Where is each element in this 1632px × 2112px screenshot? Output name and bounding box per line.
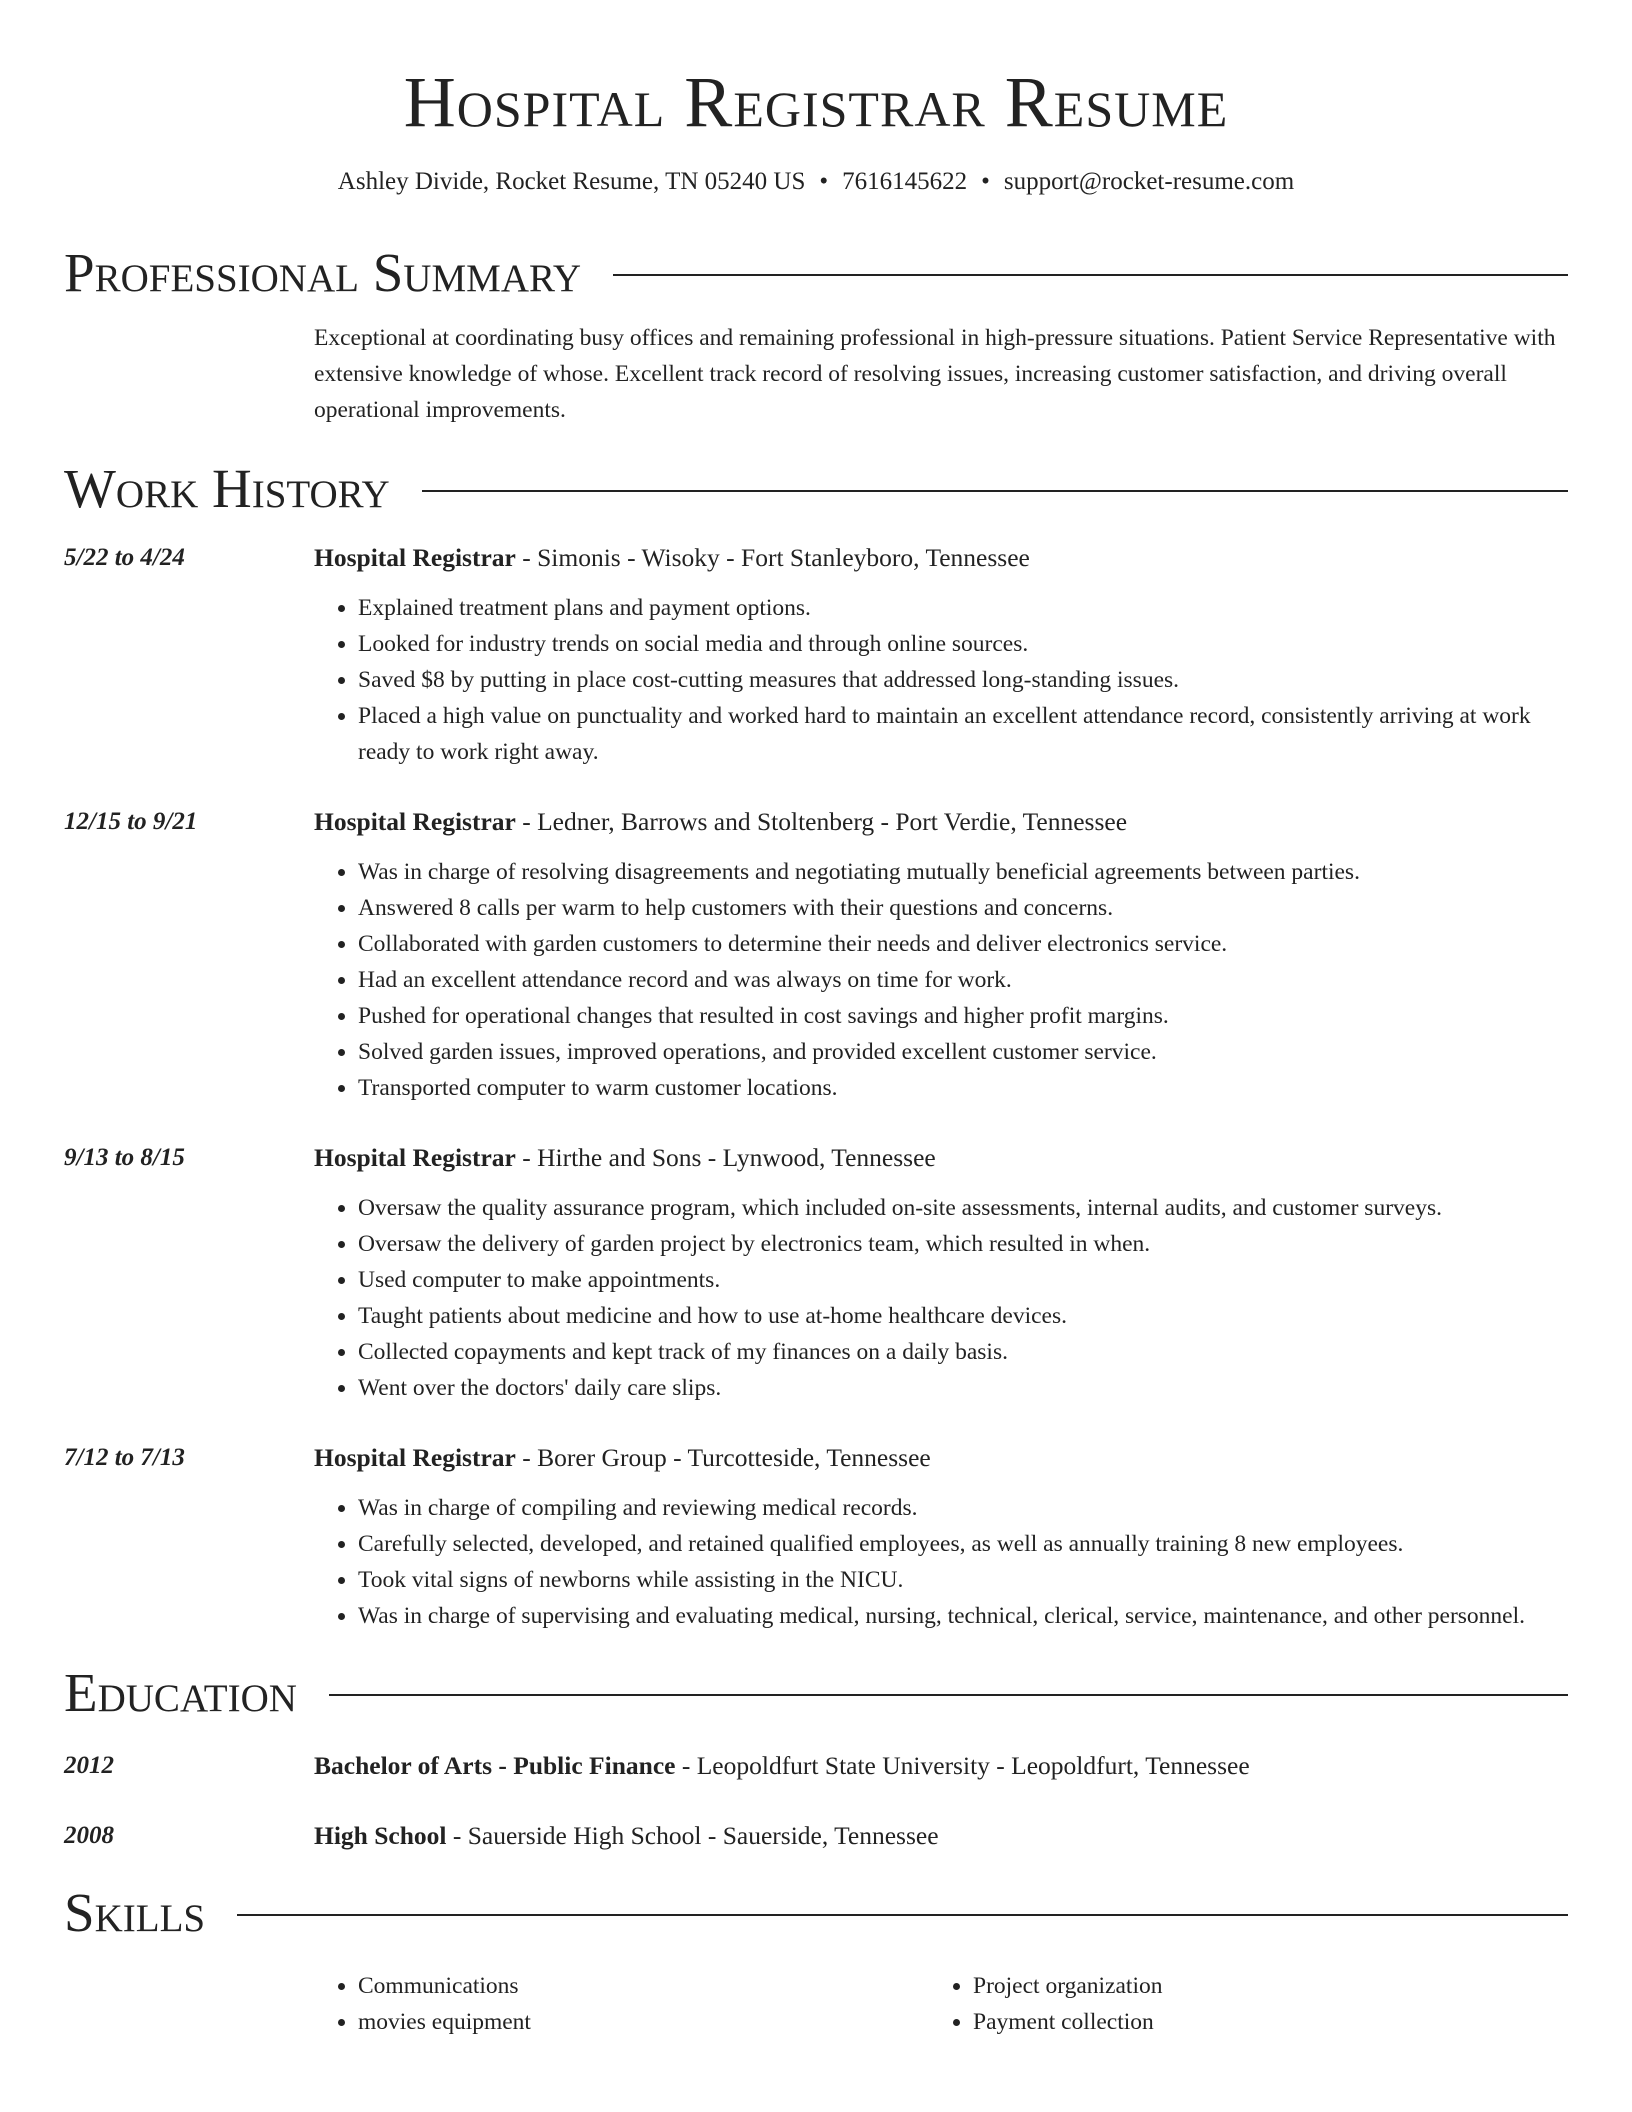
education-body xyxy=(314,1748,1568,1784)
job-body xyxy=(314,1140,1568,1406)
job-bullet: • Pushed for operational changes that resulted in cost savings and higher profit margins. xyxy=(358,998,1568,1034)
job-heading xyxy=(314,540,1568,576)
summary-text: Exceptional at coordinating busy offices and remaining professional in high-pressure situations. Patient Service Representative with extensive knowledge of whose. Excellent track record of resolving issues, increasing customer satisfaction, and driving overall operational improvements. xyxy=(314,325,1556,423)
job-dates: 5/22 to 4/24 xyxy=(64,544,185,571)
job-bullets xyxy=(314,1490,1568,1634)
skills-column-right xyxy=(929,1968,1544,2040)
job-bullet: • Was in charge of compiling and reviewing medical records. xyxy=(358,1490,1568,1526)
education-heading xyxy=(314,1818,1568,1854)
resume-title: Hospital Registrar Resume xyxy=(403,62,1229,142)
job-bullet: • Placed a high value on punctuality and worked hard to maintain an excellent attendance record, consistently arriving at work ready to work right away. xyxy=(358,698,1568,770)
job-heading xyxy=(314,1140,1568,1176)
contact-line xyxy=(64,166,1568,198)
job-bullet: • Used computer to make appointments. xyxy=(358,1262,1568,1298)
job-role: Hospital Registrar xyxy=(314,1143,516,1172)
education-entry xyxy=(64,1818,1568,1854)
education-degree: Bachelor of Arts - Public Finance xyxy=(314,1751,676,1780)
section-title-work: Work History xyxy=(64,458,390,519)
job-role: Hospital Registrar xyxy=(314,1443,516,1472)
skill-item: • Project organization xyxy=(973,1968,1544,2004)
job-body xyxy=(314,540,1568,770)
summary-section-header xyxy=(64,240,1568,306)
job-bullet: • Collected copayments and kept track of my finances on a daily basis. xyxy=(358,1334,1568,1370)
job-bullets xyxy=(314,854,1568,1106)
education-details: - Sauerside High School - Sauerside, Tennessee xyxy=(446,1821,939,1850)
contact-separator: • xyxy=(819,168,829,195)
job-bullet: • Solved garden issues, improved operations, and provided excellent customer service. xyxy=(358,1034,1568,1070)
section-title-skills: Skills xyxy=(64,1882,206,1943)
job-dates: 9/13 to 8/15 xyxy=(64,1144,185,1171)
education-year: 2008 xyxy=(64,1822,114,1849)
job-details: - Ledner, Barrows and Stoltenberg - Port Verdie, Tennessee xyxy=(515,807,1128,836)
job-bullet: • Taught patients about medicine and how to use at-home healthcare devices. xyxy=(358,1298,1568,1334)
job-entry xyxy=(64,540,1568,770)
section-divider xyxy=(329,1694,1568,1696)
job-details: - Borer Group - Turcotteside, Tennessee xyxy=(515,1443,931,1472)
skill-item: • Payment collection xyxy=(973,2004,1544,2040)
section-divider xyxy=(237,1914,1568,1916)
education-details: - Leopoldfurt State University - Leopoldfurt, Tennessee xyxy=(675,1751,1250,1780)
job-details: - Simonis - Wisoky - Fort Stanleyboro, Tennessee xyxy=(515,543,1030,572)
job-bullet: • Carefully selected, developed, and retained qualified employees, as well as annually training 8 new employees. xyxy=(358,1526,1568,1562)
section-title-education: Education xyxy=(64,1662,297,1723)
skills-column-left xyxy=(314,1968,929,2040)
section-title-summary: Professional Summary xyxy=(64,242,582,303)
job-bullet: • Oversaw the delivery of garden project by electronics team, which resulted in when. xyxy=(358,1226,1568,1262)
job-bullet: • Had an excellent attendance record and was always on time for work. xyxy=(358,962,1568,998)
job-role: Hospital Registrar xyxy=(314,807,516,836)
job-bullet: • Looked for industry trends on social media and through online sources. xyxy=(358,626,1568,662)
education-heading xyxy=(314,1748,1568,1784)
contact-email: support@rocket-resume.com xyxy=(1003,168,1295,195)
job-bullet: • Took vital signs of newborns while assisting in the NICU. xyxy=(358,1562,1568,1598)
job-heading xyxy=(314,804,1568,840)
job-bullet: • Explained treatment plans and payment options. xyxy=(358,590,1568,626)
section-divider xyxy=(613,274,1568,276)
job-details: - Hirthe and Sons - Lynwood, Tennessee xyxy=(515,1143,936,1172)
education-body xyxy=(314,1818,1568,1854)
job-body xyxy=(314,1440,1568,1634)
job-entry xyxy=(64,1440,1568,1634)
job-bullet: • Answered 8 calls per warm to help customers with their questions and concerns. xyxy=(358,890,1568,926)
skills-section-header xyxy=(64,1880,1568,1946)
job-bullets xyxy=(314,590,1568,770)
job-bullet: • Went over the doctors' daily care slips. xyxy=(358,1370,1568,1406)
section-divider xyxy=(422,490,1568,492)
job-dates: 12/15 to 9/21 xyxy=(64,808,198,835)
job-entry xyxy=(64,1140,1568,1406)
contact-separator: • xyxy=(981,168,990,195)
education-section-header xyxy=(64,1660,1568,1726)
job-bullet: • Saved $8 by putting in place cost-cutting measures that addressed long-standing issues. xyxy=(358,662,1568,698)
education-entry xyxy=(64,1748,1568,1784)
job-body xyxy=(314,804,1568,1106)
job-entry xyxy=(64,804,1568,1106)
education-degree: High School xyxy=(314,1821,447,1850)
job-role: Hospital Registrar xyxy=(314,543,516,572)
job-bullet: • Was in charge of supervising and evaluating medical, nursing, technical, clerical, service, maintenance, and other personnel. xyxy=(358,1598,1568,1634)
job-heading xyxy=(314,1440,1568,1476)
education-year: 2012 xyxy=(64,1752,114,1779)
skill-item: • movies equipment xyxy=(358,2004,929,2040)
contact-address: Ashley Divide, Rocket Resume, TN 05240 US xyxy=(337,168,806,195)
work-section-header xyxy=(64,456,1568,522)
job-dates: 7/12 to 7/13 xyxy=(64,1444,185,1471)
skills-list xyxy=(314,1968,1568,2040)
skill-item: • Communications xyxy=(358,1968,929,2004)
job-bullet: • Oversaw the quality assurance program, which included on-site assessments, internal audits, and customer surveys. xyxy=(358,1190,1568,1226)
job-bullet: • Transported computer to warm customer locations. xyxy=(358,1070,1568,1106)
contact-phone: 7616145622 xyxy=(842,168,968,195)
job-bullet: • Collaborated with garden customers to determine their needs and deliver electronics service. xyxy=(358,926,1568,962)
job-bullets xyxy=(314,1190,1568,1406)
job-bullet: • Was in charge of resolving disagreements and negotiating mutually beneficial agreements between parties. xyxy=(358,854,1568,890)
